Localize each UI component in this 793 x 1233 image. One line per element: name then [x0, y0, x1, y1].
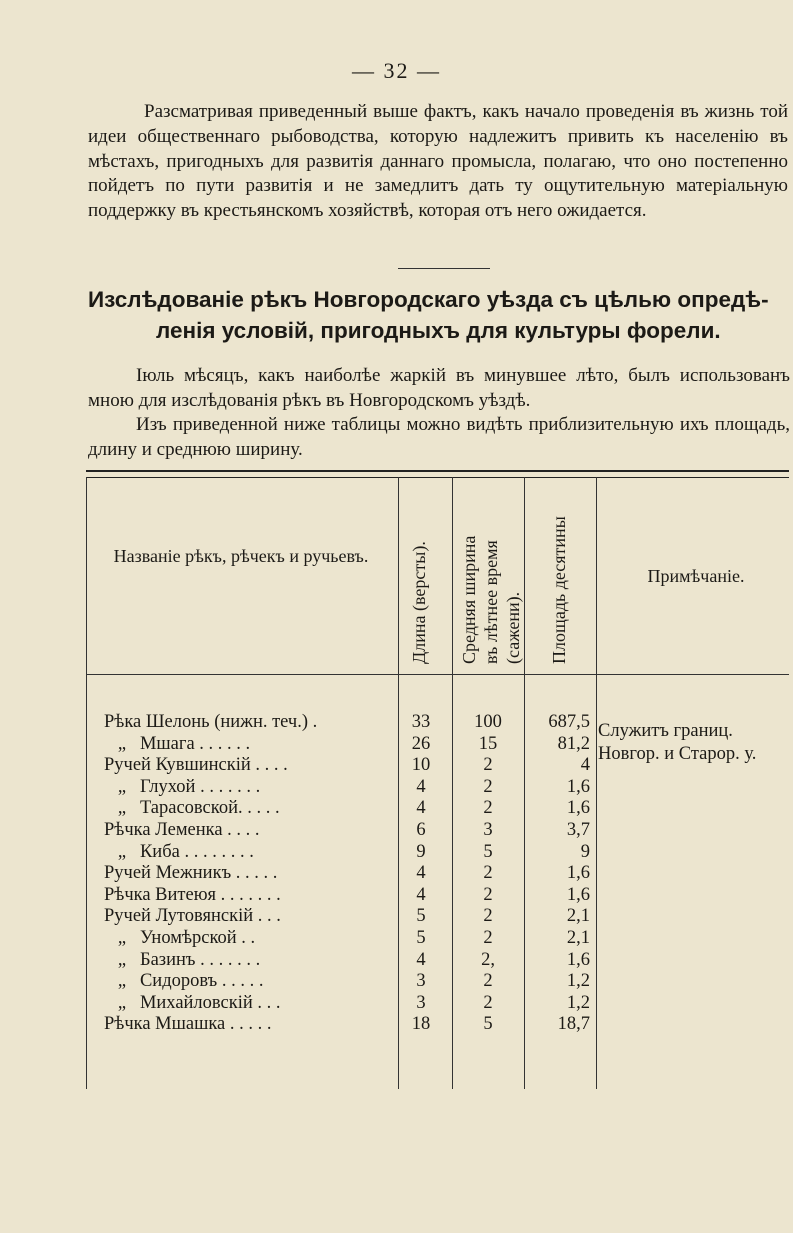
- length-cell: 4: [416, 949, 426, 970]
- header-note: Примѣчаніе.: [647, 566, 745, 586]
- section-heading: [88, 284, 793, 346]
- area-cell: 1,6: [566, 863, 590, 884]
- length-cell: 4: [416, 863, 426, 884]
- intro-paragraph-2: Изъ приведенной ниже таблицы можно видѣть приблизительную ихъ площадь, длину и среднюю ширину.: [88, 414, 790, 460]
- width-cell: 5: [483, 841, 493, 862]
- length-cell: 4: [416, 776, 426, 797]
- width-cell: 2: [483, 798, 493, 819]
- river-name-cell: Ручей Лутовянскій . . .: [104, 906, 281, 927]
- river-name-cell: Рѣчка Леменка . . . .: [104, 820, 260, 840]
- length-cell: 18: [411, 1014, 431, 1035]
- length-cell: 5: [416, 906, 426, 927]
- rivers-table: [86, 470, 789, 1090]
- note-cell: [598, 720, 790, 766]
- width-cell: 100: [474, 712, 502, 732]
- area-cell: 1,6: [566, 949, 590, 970]
- area-cell: 3,7: [566, 820, 590, 840]
- river-name-cell: Рѣка Шелонь (нижн. теч.) .: [104, 712, 318, 732]
- width-cell: 2,: [481, 949, 495, 970]
- intro-paragraph-1: Іюль мѣсяцъ, какъ наиболѣе жаркій въ минувшее лѣто, былъ использованъ мною для изслѣдованія рѣкъ въ Новгородскомъ уѣздѣ.: [88, 365, 790, 411]
- width-cell: 2: [483, 971, 493, 992]
- paragraph-1: Разсматривая приведенный выше фактъ, какъ начало проведенія въ жизнь той идеи общественнаго рыбоводства, которую надлежитъ привить къ населенію въ мѣстахъ, пригодныхъ для развитія даннаго промысла, полагаю, что оно постепенно пойдетъ по пути развитія и не замедлитъ дать ту ощутительную матеріальную поддержку въ крестьянскомъ хозяйствѣ, которая отъ него ожидается.: [88, 101, 788, 222]
- note-line-1: Служитъ границ.: [598, 721, 733, 741]
- length-cell: 26: [411, 733, 431, 754]
- area-cell: 81,2: [557, 733, 590, 754]
- table-row: [86, 906, 789, 928]
- length-cell: 4: [416, 798, 426, 819]
- length-cell: 9: [416, 841, 426, 862]
- paragraph-text: [88, 100, 788, 224]
- table-row: [86, 950, 789, 972]
- table-row: [86, 842, 789, 864]
- page-number: — 32 —: [352, 58, 441, 83]
- header-name: Названіе рѣкъ, рѣчекъ и ручьевъ.: [113, 546, 369, 566]
- width-cell: 2: [483, 863, 493, 884]
- area-cell: 2,1: [566, 906, 590, 927]
- table-row: [86, 993, 789, 1015]
- river-name-cell: „ Мшага . . . . . .: [104, 733, 251, 754]
- area-cell: 1,2: [566, 992, 590, 1013]
- river-name-cell: Рѣчка Витеюя . . . . . . .: [104, 884, 281, 905]
- river-name-cell: Ручей Межникъ . . . . .: [104, 863, 278, 884]
- header-width-line1: Средняя ширина: [459, 535, 479, 664]
- heading-line-1: Изслѣдованіе рѣкъ Новгородскаго уѣзда съ цѣлью опредѣ-: [88, 287, 769, 312]
- area-cell: 4: [580, 755, 590, 776]
- river-name-cell: „ Сидоровъ . . . . .: [104, 971, 264, 992]
- header-width: [458, 492, 524, 664]
- river-name-cell: „ Михайловскій . . .: [104, 992, 281, 1013]
- area-cell: 18,7: [557, 1014, 590, 1035]
- area-cell: 9: [580, 841, 590, 862]
- length-cell: 4: [416, 884, 426, 905]
- heading-line-2: ленія условій, пригодныхъ для культуры форели.: [156, 318, 721, 343]
- river-name-cell: „ Уномѣрской . .: [104, 928, 256, 948]
- width-cell: 15: [478, 733, 498, 754]
- table-row: [86, 777, 789, 799]
- table-row: [86, 820, 789, 842]
- width-cell: 2: [483, 776, 493, 797]
- width-cell: 2: [483, 755, 493, 776]
- length-cell: 3: [416, 971, 426, 992]
- width-cell: 3: [483, 820, 493, 840]
- table-header-rule: [86, 674, 789, 675]
- length-cell: 5: [416, 928, 426, 948]
- note-line-2: Новгор. и Старор. у.: [598, 744, 757, 764]
- table-row: [86, 928, 789, 950]
- area-cell: 1,6: [566, 776, 590, 797]
- header-length: Длина (версты).: [409, 541, 429, 664]
- width-cell: 2: [483, 992, 493, 1013]
- width-cell: 2: [483, 928, 493, 948]
- river-name-cell: Ручей Кувшинскій . . . .: [104, 755, 288, 776]
- header-width-line3: (сажени).: [503, 591, 523, 664]
- width-cell: 5: [483, 1014, 493, 1035]
- river-name-cell: „ Глухой . . . . . . .: [104, 776, 261, 797]
- river-name-cell: Рѣчка Мшашка . . . . .: [104, 1014, 272, 1035]
- table-row: [86, 798, 789, 820]
- length-cell: 33: [411, 712, 431, 732]
- table-top-rule-thin: [86, 477, 789, 478]
- table-top-rule: [86, 470, 789, 472]
- river-name-cell: „ Киба . . . . . . . .: [104, 841, 254, 862]
- river-name-cell: „ Тарасовской. . . . .: [104, 798, 280, 819]
- intro-text: [88, 364, 790, 462]
- river-name-cell: „ Базинъ . . . . . . .: [104, 949, 261, 970]
- header-area: Площадь десятины: [549, 516, 569, 664]
- area-cell: 1,6: [566, 884, 590, 905]
- length-cell: 6: [416, 820, 426, 840]
- table-row: [86, 885, 789, 907]
- width-cell: 2: [483, 906, 493, 927]
- area-cell: 1,2: [566, 971, 590, 992]
- area-cell: 1,6: [566, 798, 590, 819]
- area-cell: 687,5: [548, 712, 590, 732]
- width-cell: 2: [483, 884, 493, 905]
- length-cell: 10: [411, 755, 431, 776]
- table-row: [86, 1014, 789, 1036]
- table-row: [86, 971, 789, 993]
- section-divider: [398, 268, 490, 269]
- area-cell: 2,1: [566, 928, 590, 948]
- header-width-line2: въ лѣтнее время: [481, 540, 501, 664]
- table-row: [86, 863, 789, 885]
- length-cell: 3: [416, 992, 426, 1013]
